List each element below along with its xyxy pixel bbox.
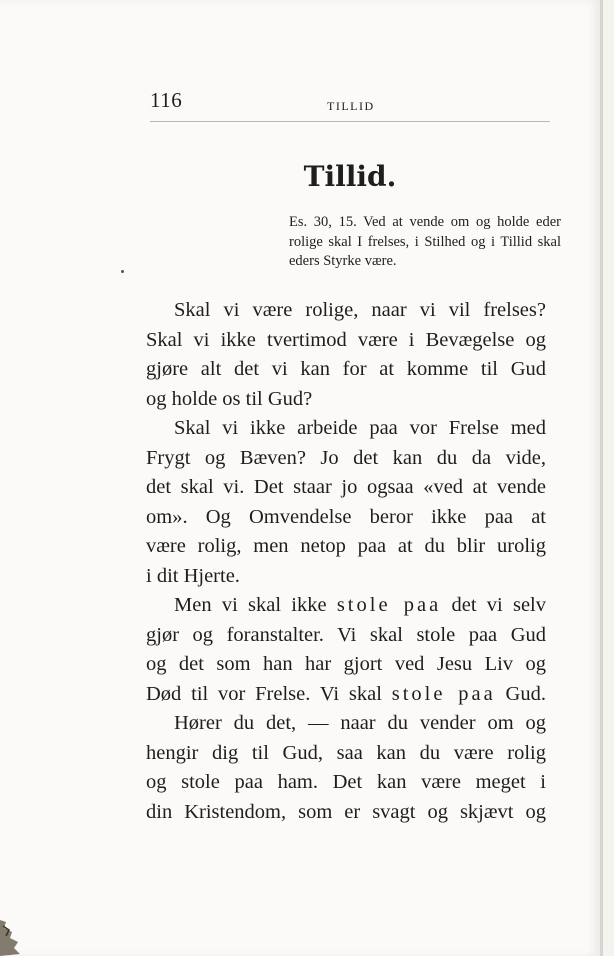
text-line: Skal vi være rolige, naar vi vil frelses? <box>174 299 546 321</box>
text-line: gjør og foranstalter. Vi skal stole paa Gud <box>146 623 546 646</box>
text-line: i dit Hjerte. <box>146 564 240 587</box>
emphasis-spaced: stole paa <box>336 594 442 616</box>
paragraph <box>146 709 546 827</box>
text-line: være rolig, men netop paa at du blir urolig <box>146 535 546 557</box>
running-title: TILLID <box>327 99 375 113</box>
chapter-title: Tillid. <box>303 160 397 193</box>
running-head <box>150 88 550 120</box>
body-text <box>146 296 546 827</box>
epigraph: Es. 30, 15. Ved at vende om og holde eder rolige skal I frelses, i Stilhed og i Tillid skal eders Styrke være. <box>289 214 561 269</box>
text-line: om». Og Omvendelse beror ikke paa at <box>146 505 546 528</box>
text-line: og stole paa ham. Det kan være meget i <box>146 771 546 793</box>
text-line: gjøre alt det vi kan for at komme til Gud <box>146 358 546 380</box>
text-line: Men vi skal ikke stole paa det vi selv <box>174 594 547 616</box>
text-line: Skal vi ikke tvertimod være i Bevægelse og <box>146 328 546 351</box>
header-rule <box>150 121 550 122</box>
text-line: hengir dig til Gud, saa kan du være rolig <box>146 741 546 764</box>
corner-stain-mark <box>0 912 22 956</box>
emphasis-spaced: stole paa <box>391 682 496 705</box>
page-number: 116 <box>150 88 183 112</box>
text-line: det skal vi. Det staar jo ogsaa «ved at vende <box>146 476 546 498</box>
paragraph <box>146 414 546 591</box>
paper-speck <box>121 270 124 273</box>
text-line: Hører du det, — naar du vender om og <box>174 712 546 734</box>
text-line: og holde os til Gud? <box>146 387 313 410</box>
paragraph <box>146 591 546 709</box>
text-line: Død til vor Frelse. Vi skal stole paa Gud. <box>146 682 546 705</box>
text-line: Frygt og Bæven? Jo det kan du da vide, <box>146 446 546 469</box>
text-line: din Kristendom, som er svagt og skjævt og <box>146 800 546 823</box>
text-line: Skal vi ikke arbeide paa vor Frelse med <box>174 417 546 439</box>
text-line: og det som han har gjort ved Jesu Liv og <box>146 653 546 675</box>
paragraph <box>146 296 546 414</box>
